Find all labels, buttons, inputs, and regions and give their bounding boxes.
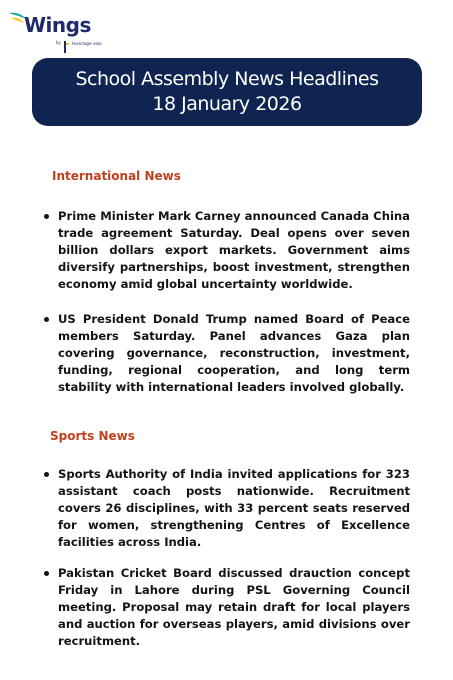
sports-news-list (42, 466, 410, 650)
logo-by-text: by (56, 40, 61, 45)
sports-news-heading: Sports News (50, 429, 135, 443)
page-date: 18 January 2026 (152, 93, 302, 115)
list-item (42, 311, 410, 396)
leverage-edu-icon (63, 41, 70, 53)
international-news-heading: International News (52, 169, 181, 183)
bullet-icon (44, 472, 49, 477)
bullet-icon (44, 317, 49, 322)
logo-brand-text: Wings (24, 13, 91, 37)
news-item-text: US President Donald Trump named Board of Peace members Saturday. Panel advances Gaza plan covering governance, reconstruction, investment, funding, regional cooperation, and long term stability with international leaders involved globally. (58, 312, 410, 394)
news-item-text: Sports Authority of India invited applications for 323 assistant coach posts nationwide. Recruitment covers 26 disciplines, with 33 percent seats reserved for women, strengthening Centres of Excellence facilities across India. (58, 467, 410, 549)
list-item (42, 466, 410, 551)
list-item (42, 208, 410, 293)
international-news-list (42, 208, 410, 396)
page-title: School Assembly News Headlines (75, 68, 379, 90)
title-banner (32, 58, 422, 126)
list-item (42, 565, 410, 650)
news-item-text: Pakistan Cricket Board discussed drauction concept Friday in Lahore during PSL Governing Council meeting. Proposal may retain draft for local players and auction for overseas players, amid divisions over recruitment. (58, 566, 410, 648)
logo-partner-text: leverage edu (72, 42, 102, 47)
bullet-icon (44, 214, 49, 219)
bullet-icon (44, 571, 49, 576)
news-item-text: Prime Minister Mark Carney announced Canada China trade agreement Saturday. Deal opens over seven billion dollars export markets. Government aims diversify partnerships, boost investment, strengthen economy amid global uncertainty worldwide. (58, 209, 410, 291)
wings-logo (8, 7, 118, 57)
